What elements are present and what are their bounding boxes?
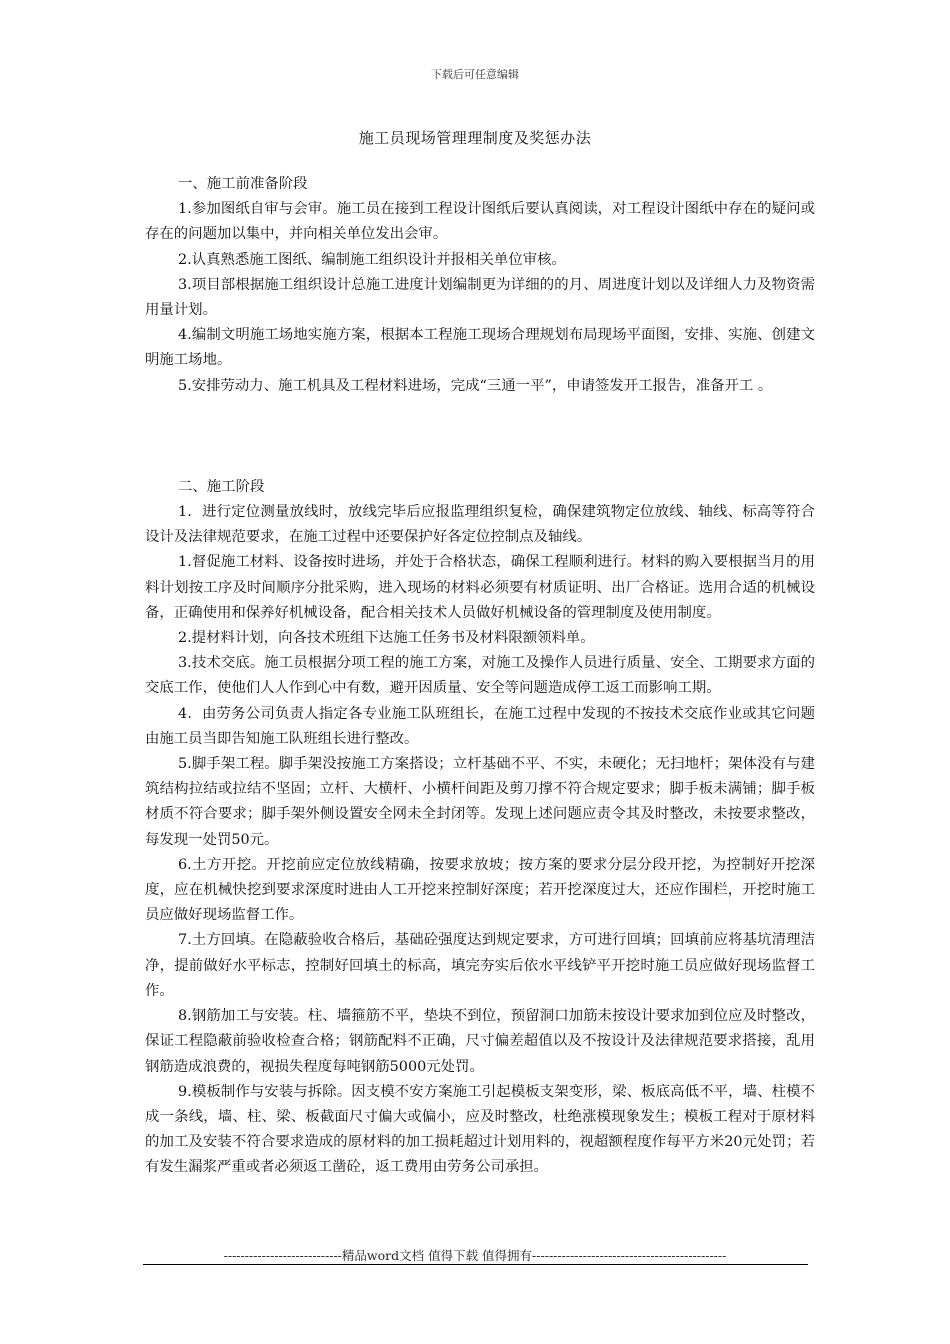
paragraph: 4.编制文明施工场地实施方案，根据本工程施工现场合理规划布局现场平面图，安排、实施、创建文明施工场地。	[145, 327, 815, 369]
document-body	[145, 172, 815, 1181]
paragraph: 5.脚手架工程。脚手架没按施工方案搭设；立杆基础不平、不实，未硬化；无扫地杆；架体没有与建筑结构拉结或拉结不坚固；立杆、大横杆、小横杆间距及剪刀撑不符合规定要求；脚手板未满铺；脚手板材质不符合要求；脚手架外侧设置安全网未全封闭等。发现上述问题应责令其及时整改，未按要求整改，每发现一处罚50元。	[145, 756, 815, 848]
paragraph: 1.参加图纸自审与会审。施工员在接到工程设计图纸后要认真阅读，对工程设计图纸中存在的疑问或存在的问题加以集中，并向相关单位发出会审。	[145, 201, 815, 243]
paragraph: 1．进行定位测量放线时，放线完毕后应报监理组织复检，确保建筑物定位放线、轴线、标高等符合设计及法律规范要求，在施工过程中还要保护好各定位控制点及轴线。	[145, 504, 815, 546]
footer-rule	[143, 1264, 808, 1265]
paragraph: 5.安排劳动力、施工机具及工程材料进场，完成“三通一平”，申请签发开工报告，准备开工 。	[178, 377, 773, 394]
section-heading-preparation: 一、施工前准备阶段	[178, 176, 308, 192]
paragraph: 3.技术交底。施工员根据分项工程的施工方案，对施工及操作人员进行质量、安全、工期要求方面的交底工作，使他们人人作到心中有数，避开因质量、安全等问题造成停工返工而影响工期。	[145, 655, 815, 697]
paragraph: 3.项目部根据施工组织设计总施工进度计划编制更为详细的的月、周进度计划以及详细人力及物资需用量计划。	[145, 276, 815, 319]
paragraph: 9.模板制作与安装与拆除。因支模不安方案施工引起模板支架变形，梁、板底高低不平，墙、柱模不成一条线，墙、柱、梁、板截面尺寸偏大或偏小，应及时整改，杜绝涨模现象发生；模板工程对于原材料的加工及安装不符合要求造成的原材料的加工损耗超过计划用料的，视超额程度作每平方米20元处罚；若有发生漏浆严重或者必须返工凿砼，返工费用由劳务公司承担。	[145, 1083, 815, 1176]
paragraph: 6.土方开挖。开挖前应定位放线精确，按要求放坡；按方案的要求分层分段开挖，为控制好开挖深度，应在机械快挖到要求深度时进由人工开挖来控制好深度；若开挖深度过大，还应作围栏，开挖时施工员应做好现场监督工作。	[145, 856, 815, 924]
document-title: 施工员现场管理理制度及奖惩办法	[358, 129, 592, 147]
section-spacer	[145, 399, 815, 475]
paragraph: 4．由劳务公司负责人指定各专业施工队班组长，在施工过程中发现的不按技术交底作业或其它问题由施工员当即告知施工队班组长进行整改。	[145, 705, 815, 747]
header-note: 下载后可任意编辑	[431, 68, 519, 81]
footer-banner: ----------------------------精品word文档 值得下载 值得拥有----------------------------------------------	[223, 1248, 727, 1263]
paragraph: 7.土方回填。在隐蔽验收合格后，基础砼强度达到规定要求，方可进行回填；回填前应将基坑清理洁净，提前做好水平标志，控制好回填土的标高，填完夯实后依水平线铲平开挖时施工员应做好现场监督工作。	[145, 932, 815, 999]
paragraph: 8.钢筋加工与安装。柱、墙箍筋不平，垫块不到位，预留洞口加筋未按设计要求加到位应及时整改，保证工程隐蔽前验收检查合格；钢筋配料不正确，尺寸偏差超值以及不按设计及法律规范要求搭接，乱用钢筋造成浪费的，视损失程度每吨钢筋5000元处罚。	[145, 1008, 815, 1075]
section-heading-construction: 二、施工阶段	[178, 478, 265, 495]
paragraph: 2.认真熟悉施工图纸、编制施工组织设计并报相关单位审核。	[178, 251, 566, 268]
paragraph: 2.提材料计划，向各技术班组下达施工任务书及材料限额领料单。	[178, 630, 595, 647]
paragraph: 1.督促施工材料、设备按时进场，并处于合格状态，确保工程顺利进行。材料的购入要根据当月的用料计划按工序及时间顺序分批采购，进入现场的材料必须要有材质证明、出厂合格证。选用合适的机械设备，正确使用和保养好机械设备，配合相关技术人员做好机械设备的管理制度及使用制度。	[145, 554, 815, 621]
